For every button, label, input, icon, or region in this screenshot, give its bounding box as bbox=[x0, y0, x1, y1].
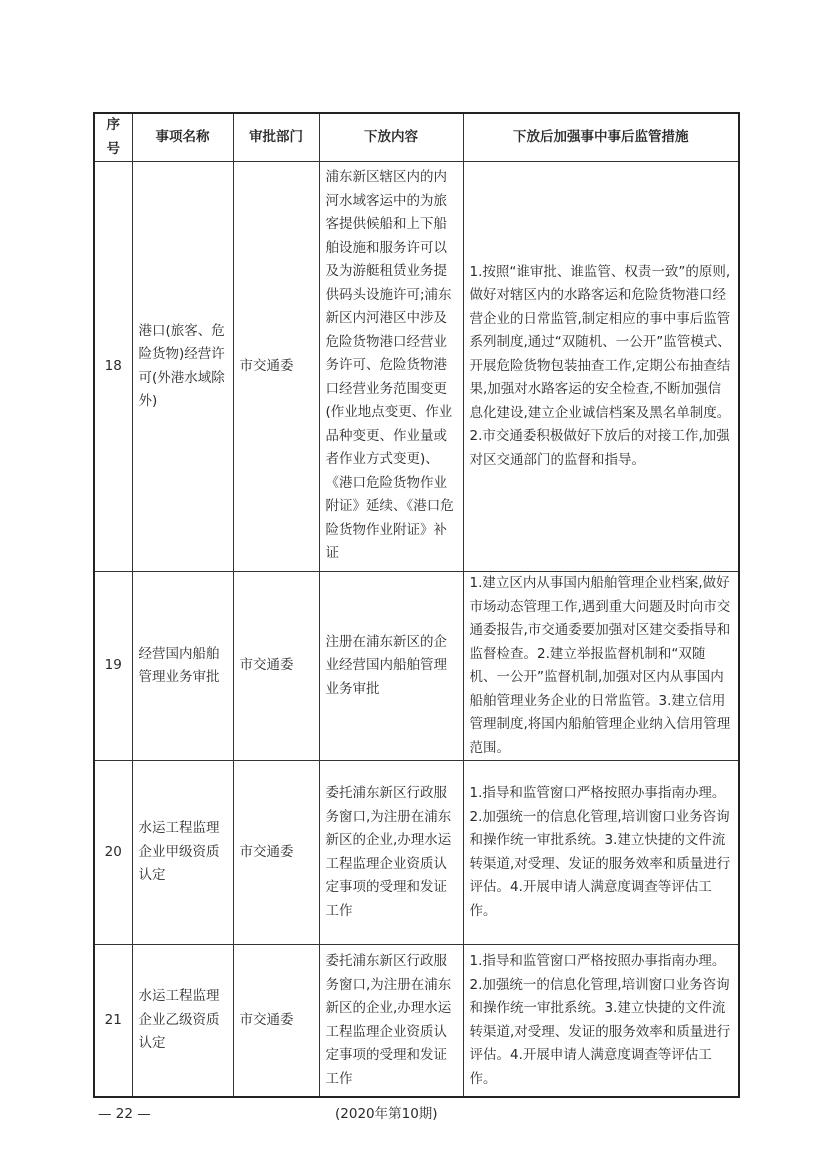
table-row bbox=[94, 761, 739, 945]
row-content: 注册在浦东新区的企业经营国内船舶管理业务审批 bbox=[319, 572, 463, 761]
table-row bbox=[94, 572, 739, 761]
row-no: 20 bbox=[94, 761, 132, 945]
header-name: 事项名称 bbox=[132, 113, 233, 162]
page-number: — 22 — bbox=[98, 1106, 151, 1122]
header-no: 序号 bbox=[94, 113, 132, 162]
row-dept: 市交通委 bbox=[233, 945, 319, 1098]
row-dept: 市交通委 bbox=[233, 162, 319, 572]
row-name: 水运工程监理企业乙级资质认定 bbox=[132, 945, 233, 1098]
row-content: 委托浦东新区行政服务窗口,为注册在浦东新区的企业,办理水运工程监理企业资质认定事项的受理和发证工作 bbox=[319, 761, 463, 945]
row-measures: 1.指导和监管窗口严格按照办事指南办理。2.加强统一的信息化管理,培训窗口业务咨询和操作统一审批系统。3.建立快捷的文件流转渠道,对受理、发证的服务效率和质量进行评估。4.开展申请人满意度调查等评估工作。 bbox=[463, 945, 739, 1098]
row-name: 港口(旅客、危险货物)经营许可(外港水域除外) bbox=[132, 162, 233, 572]
row-measures: 1.指导和监管窗口严格按照办事指南办理。2.加强统一的信息化管理,培训窗口业务咨询和操作统一审批系统。3.建立快捷的文件流转渠道,对受理、发证的服务效率和质量进行评估。4.开展申请人满意度调查等评估工作。 bbox=[463, 761, 739, 945]
row-content: 委托浦东新区行政服务窗口,为注册在浦东新区的企业,办理水运工程监理企业资质认定事项的受理和发证工作 bbox=[319, 945, 463, 1098]
row-content: 浦东新区辖区内的内河水域客运中的为旅客提供候船和上下船舶设施和服务许可以及为游艇租赁业务提供码头设施许可;浦东新区内河港区中涉及危险货物港口经营业务许可、危险货物港口经营业务范围变更(作业地点变更、作业品种变更、作业量或者作业方式变更)、《港口危险货物作业附证》延续、《港口危险货物作业附证》补证 bbox=[319, 162, 463, 572]
page-footer bbox=[93, 1104, 738, 1124]
header-dept: 审批部门 bbox=[233, 113, 319, 162]
row-no: 19 bbox=[94, 572, 132, 761]
row-dept: 市交通委 bbox=[233, 572, 319, 761]
header-measures: 下放后加强事中事后监管措施 bbox=[463, 113, 739, 162]
row-no: 21 bbox=[94, 945, 132, 1098]
header-content: 下放内容 bbox=[319, 113, 463, 162]
issue-label: (2020年第10期) bbox=[335, 1106, 438, 1122]
delegation-table bbox=[93, 112, 740, 1098]
row-name: 经营国内船舶管理业务审批 bbox=[132, 572, 233, 761]
row-measures: 1.按照“谁审批、谁监管、权责一致”的原则,做好对辖区内的水路客运和危险货物港口经营企业的日常监管,制定相应的事中事后监管系列制度,通过“双随机、一公开”监管模式、开展危险货物包装抽查工作,定期公布抽查结果,加强对水路客运的安全检查,不断加强信息化建设,建立企业诚信档案及黑名单制度。2.市交通委积极做好下放后的对接工作,加强对区交通部门的监督和指导。 bbox=[463, 162, 739, 572]
table-header-row bbox=[94, 113, 739, 162]
table-row bbox=[94, 945, 739, 1098]
row-dept: 市交通委 bbox=[233, 761, 319, 945]
row-no: 18 bbox=[94, 162, 132, 572]
table-row bbox=[94, 162, 739, 572]
row-name: 水运工程监理企业甲级资质认定 bbox=[132, 761, 233, 945]
row-measures: 1.建立区内从事国内船舶管理企业档案,做好市场动态管理工作,遇到重大问题及时向市交通委报告,市交通委要加强对区建交委指导和监督检查。2.建立举报监督机制和“双随机、一公开”监督机制,加强对区内从事国内船舶管理业务企业的日常监管。3.建立信用管理制度,将国内船舶管理企业纳入信用管理范围。 bbox=[463, 572, 739, 761]
